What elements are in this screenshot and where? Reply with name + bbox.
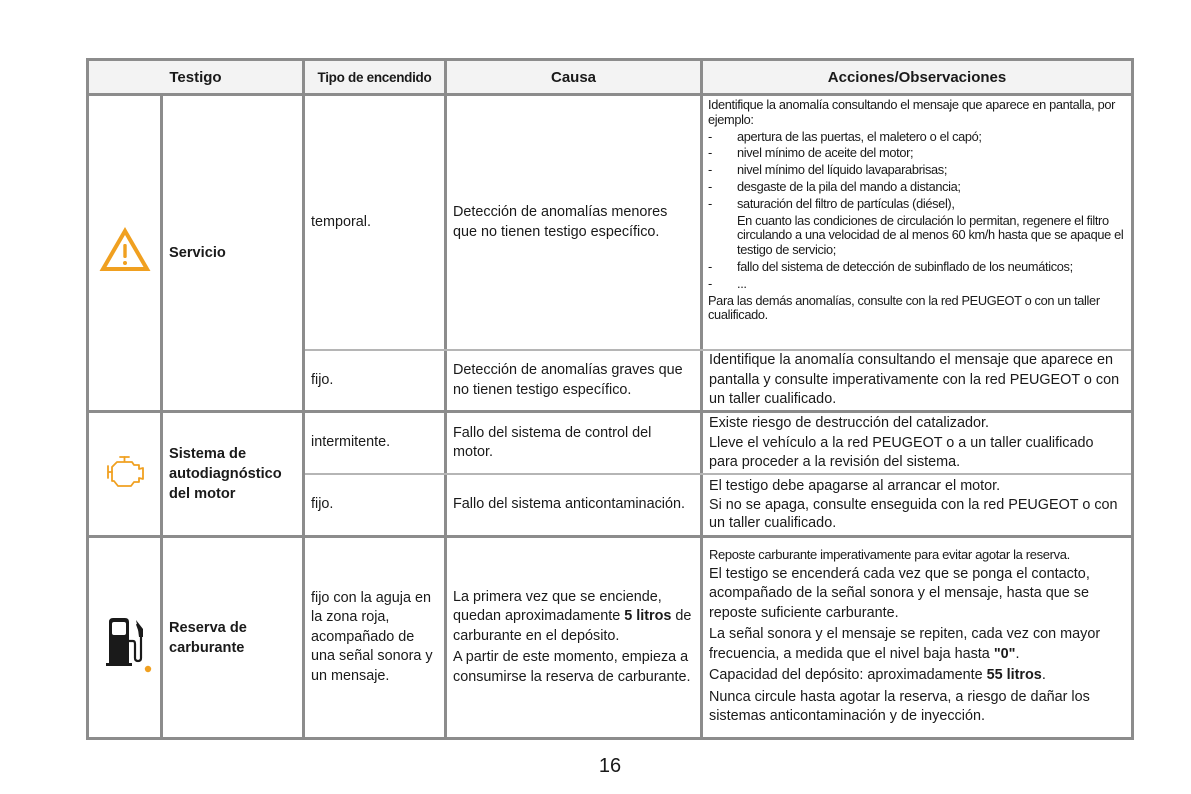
list-item: - saturación del filtro de partículas (diésel),: [708, 195, 955, 211]
list-item: - apertura de las puertas, el maletero o el capó;: [708, 128, 982, 144]
causa-p2: A partir de este momento, empieza a consumirse la reserva de carburante.: [453, 649, 691, 685]
engine-icon: [105, 455, 149, 489]
acciones-p5: Nunca circule hasta agotar la reserva, a riesgo de dañar los sistemas anticontaminación y de inyección.: [709, 688, 1090, 725]
acciones: Identifique la anomalía consultando el mensaje que aparece en pantalla y consulte imperativamente con la red PEUGEOT o con un taller cualificado.: [709, 352, 1120, 407]
list-item: - desgaste de la pila del mando a distancia;: [708, 178, 961, 194]
acciones: El testigo debe apagarse al arrancar el motor. Si no se apaga, consulte enseguida con la red PEUGEOT o con un taller cualificado.: [709, 478, 1118, 531]
causa: Detección de anomalías graves que no tienen testigo específico.: [453, 362, 683, 398]
causa: Detección de anomalías menores que no tienen testigo específico.: [453, 204, 668, 240]
tipo-encendido: intermitente.: [311, 434, 391, 451]
causa: Fallo del sistema de control del motor.: [453, 424, 652, 460]
list-item: - nivel mínimo del líquido lavaparabrisas;: [708, 162, 948, 178]
header-tipo-encendido: Tipo de encendido: [305, 61, 444, 93]
acciones: [703, 538, 1131, 737]
header-testigo: Testigo: [89, 61, 302, 93]
list-item: - ...: [708, 275, 747, 291]
acciones-intro: Identifique la anomalía consultando el mensaje que aparece en pantalla, por ejemplo:: [708, 97, 1116, 127]
list-item-detail: En cuanto las condiciones de circulación lo permitan, regenere el filtro circulando a una velocidad de al menos 60 km/h hasta que se apaque el testigo de servicio;: [737, 212, 1124, 258]
warning-lights-table: [86, 58, 1134, 740]
header-acciones: Acciones/Observaciones: [703, 61, 1131, 93]
causa: Fallo del sistema anticontaminación.: [453, 496, 685, 513]
acciones: [703, 98, 1131, 349]
tipo-encendido: fijo con la aguja en la zona roja, acompañado de una señal sonora y un mensaje.: [311, 589, 433, 684]
acciones-p3: La señal sonora y el mensaje se repiten, cada vez con mayor frecuencia, a medida que el nivel baja hasta "0".: [709, 626, 1101, 662]
warning-name-servicio: Servicio: [169, 245, 226, 261]
list-item: - nivel mínimo de aceite del motor;: [708, 145, 914, 161]
acciones-outro: Para las demás anomalías, consulte con la red PEUGEOT o con un taller cualificado.: [708, 292, 1100, 323]
tipo-encendido: fijo.: [311, 496, 334, 513]
acciones-p4: Capacidad del depósito: aproximadamente 55 litros.: [709, 667, 1046, 684]
warning-name-reserva: Reserva de carburante: [169, 619, 247, 656]
list-item: - fallo del sistema de detección de subinflado de los neumáticos;: [708, 258, 1073, 274]
acciones: Existe riesgo de destrucción del catalizador. Lleve el vehículo a la red PEUGEOT o a un taller cualificado para proceder a la revisión del sistema.: [709, 415, 1094, 470]
causa-p1: La primera vez que se enciende, quedan aproximadamente 5 litros de carburante en el depósito.: [453, 588, 692, 644]
acciones-p1: Reposte carburante imperativamente para evitar agotar la reserva.: [709, 547, 1070, 563]
tipo-encendido: fijo.: [311, 371, 334, 388]
causa: [447, 538, 700, 737]
fuel-pump-icon: [103, 617, 153, 673]
warning-triangle-icon: [99, 227, 151, 273]
tipo-encendido: temporal.: [311, 213, 371, 230]
header-causa: Causa: [447, 61, 700, 93]
warning-name-autodiagnostico: Sistema de autodiagnóstico del motor: [169, 446, 282, 502]
acciones-p2: El testigo se encenderá cada vez que se ponga el contacto, acompañado de la señal sonora y el mensaje, hasta que se reposte suficiente carburante.: [709, 565, 1090, 621]
page-number: 16: [598, 755, 622, 777]
